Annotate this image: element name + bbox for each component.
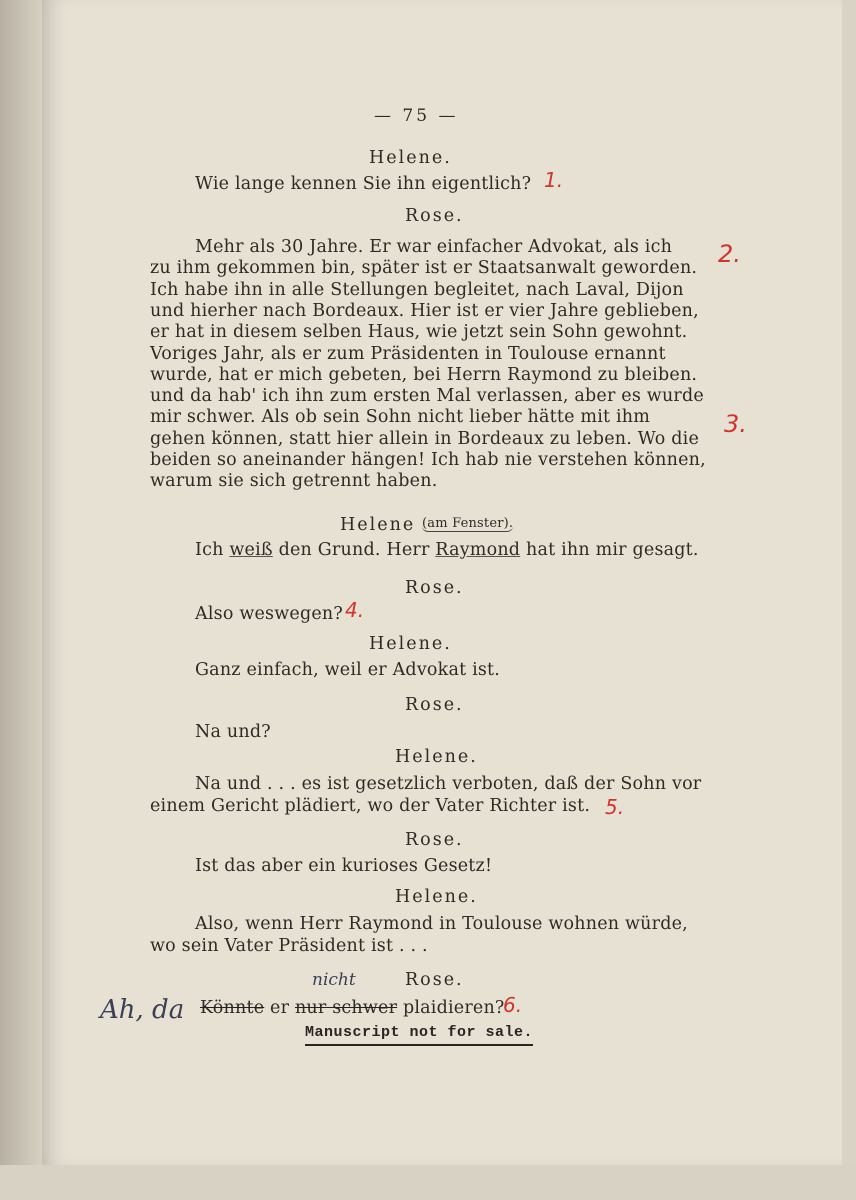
stage-direction: (am Fenster).: [422, 516, 514, 531]
text-line: und hierher nach Bordeaux. Hier ist er vier Jahre geblieben,: [150, 300, 699, 321]
speaker-name: Helene.: [395, 747, 478, 767]
text-line: Voriges Jahr, als er zum Präsidenten in Toulouse ernannt: [150, 343, 666, 364]
red-annotation-number: 2.: [718, 240, 741, 268]
red-annotation-number: 3.: [724, 410, 747, 438]
speaker-name: Helene.: [395, 887, 478, 907]
text-line: wurde, hat er mich gebeten, bei Herrn Raymond zu bleiben.: [150, 364, 698, 385]
text-line: Mehr als 30 Jahre. Er war einfacher Advokat, als ich: [195, 237, 673, 257]
underlined-word: weiß: [229, 540, 273, 560]
struck-word: Könnte: [200, 998, 265, 1018]
word: den Grund.: [278, 540, 381, 560]
text-line: er hat in diesem selben Haus, wie jetzt sein Sohn gewohnt.: [150, 322, 688, 343]
red-annotation-number: 6.: [503, 993, 523, 1017]
speaker-name: Rose.: [405, 970, 464, 990]
speaker-name: Rose.: [405, 206, 464, 226]
dialogue-line: Wie lange kennen Sie ihn eigentlich?: [195, 174, 532, 194]
word: er: [270, 998, 290, 1018]
struck-word: nur schwer: [294, 998, 398, 1018]
page-bottom-edge: [0, 1165, 856, 1200]
speaker-name: Rose.: [405, 830, 464, 850]
dialogue-line: [200, 998, 505, 1018]
handwritten-margin-note: Ah, da: [100, 995, 185, 1025]
word: Herr: [386, 540, 430, 560]
handwritten-insert: nicht: [312, 970, 356, 990]
page-edge: [842, 0, 856, 1165]
page-gutter: [0, 0, 42, 1200]
dialogue-line: Ist das aber ein kurioses Gesetz!: [195, 856, 493, 876]
text-line: zu ihm gekommen bin, später ist er Staatsanwalt geworden.: [150, 258, 698, 279]
text-line: Na und . . . es ist gesetzlich verboten, daß der Sohn vor: [195, 774, 702, 794]
text-line: warum sie sich getrennt haben.: [150, 471, 438, 492]
page-number: — 75 —: [374, 106, 459, 126]
text-line: mir schwer. Als ob sein Sohn nicht lieber hätte mit ihm: [150, 407, 651, 428]
underlined-word: Raymond: [435, 540, 521, 560]
dialogue-line: Also weswegen?: [195, 604, 343, 624]
speaker-name: Helene.: [369, 148, 452, 168]
red-annotation-number: 4.: [345, 598, 365, 622]
dialogue-line: Na und?: [195, 722, 271, 742]
text-line: Ich habe ihn in alle Stellungen begleitet, nach Laval, Dijon: [150, 279, 684, 300]
manuscript-stamp: Manuscript not for sale.: [305, 1024, 533, 1046]
text-line: beiden so aneinander hängen! Ich hab nie verstehen können,: [150, 450, 706, 470]
text-line: und da hab' ich ihn zum ersten Mal verlassen, aber es wurde: [150, 386, 704, 407]
text-line: gehen können, statt hier allein in Bordeaux zu leben. Wo die: [150, 428, 699, 449]
word: Ich: [195, 540, 224, 560]
dialogue-line: [195, 540, 699, 560]
speaker-name: Rose.: [405, 695, 464, 715]
text-line: einem Gericht plädiert, wo der Vater Richter ist.: [150, 796, 591, 816]
word: hat ihn mir gesagt.: [525, 540, 699, 560]
text-line: wo sein Vater Präsident ist . . .: [150, 936, 428, 956]
red-annotation-number: 5.: [605, 795, 625, 819]
speaker-name: Rose.: [405, 578, 464, 598]
speaker-name: Helene: [340, 515, 416, 535]
speaker-name: Helene.: [369, 634, 452, 654]
red-annotation-number: 1.: [544, 168, 564, 192]
word: plaidieren?: [402, 998, 505, 1018]
text-line: Also, wenn Herr Raymond in Toulouse wohnen würde,: [195, 914, 688, 934]
dialogue-line: Ganz einfach, weil er Advokat ist.: [195, 660, 501, 680]
